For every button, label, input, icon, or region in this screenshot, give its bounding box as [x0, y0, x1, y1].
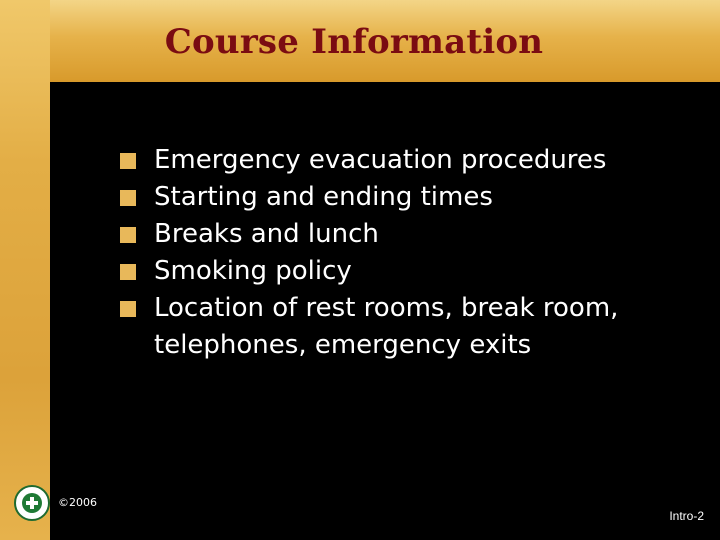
- bullet-text: Location of rest rooms, break room, telephones, emergency exits: [154, 293, 619, 360]
- bullet-item: [120, 253, 700, 290]
- safety-council-logo-icon: [14, 485, 50, 521]
- square-bullet-icon: [120, 301, 136, 317]
- square-bullet-icon: [120, 227, 136, 243]
- copyright-text: ©2006: [58, 496, 97, 509]
- bullet-text: Breaks and lunch: [154, 219, 379, 249]
- bullet-item: [120, 179, 700, 216]
- bullet-item: [120, 142, 700, 179]
- slide-number: Intro-2: [669, 509, 704, 523]
- cross-vertical: [30, 497, 34, 509]
- slide-title: Course Information: [164, 22, 544, 62]
- left-band: [0, 0, 50, 540]
- bullet-item: [120, 290, 700, 364]
- square-bullet-icon: [120, 264, 136, 280]
- square-bullet-icon: [120, 190, 136, 206]
- square-bullet-icon: [120, 153, 136, 169]
- bullet-text: Emergency evacuation procedures: [154, 145, 607, 175]
- bullet-text: Smoking policy: [154, 256, 352, 286]
- bullet-text: Starting and ending times: [154, 182, 493, 212]
- bullet-item: [120, 216, 700, 253]
- bullet-list: [120, 142, 700, 364]
- logo-inner-circle: [22, 493, 42, 513]
